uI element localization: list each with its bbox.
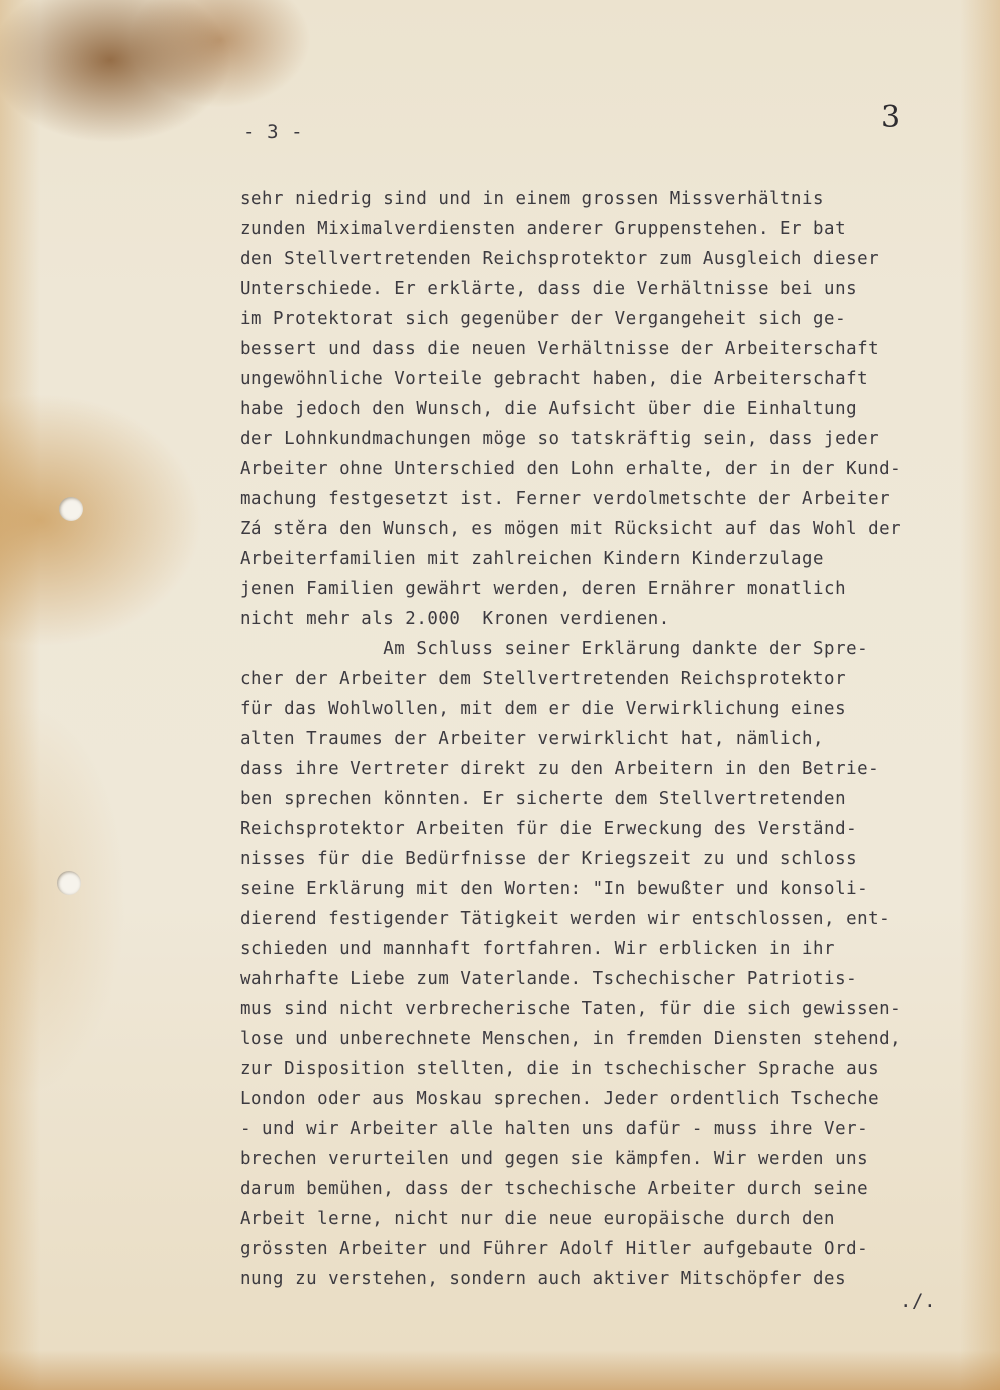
text-line: ben sprechen könnten. Er sicherte dem Stellvertretenden (240, 789, 847, 809)
text-line: alten Traumes der Arbeiter verwirklicht hat, nämlich, (240, 729, 825, 749)
text-line: brechen verurteilen und gegen sie kämpfen. Wir werden uns (240, 1149, 869, 1169)
text-line: lose und unberechnete Menschen, in fremden Diensten stehend, (240, 1029, 902, 1049)
text-line: machung festgesetzt ist. Ferner verdolmetschte der Arbeiter (240, 489, 891, 509)
text-line: mus sind nicht verbrecherische Taten, für die sich gewissen- (240, 999, 902, 1019)
text-line: darum bemühen, dass der tschechische Arbeiter durch seine (240, 1179, 869, 1199)
text-line: Unterschiede. Er erklärte, dass die Verhältnisse bei uns (240, 279, 858, 299)
text-line: der Lohnkundmachungen möge so tatskräftig sein, dass jeder (240, 429, 880, 449)
text-line: für das Wohlwollen, mit dem er die Verwirklichung eines (240, 699, 847, 719)
text-line: ungewöhnliche Vorteile gebracht haben, die Arbeiterschaft (240, 369, 869, 389)
text-line: - und wir Arbeiter alle halten uns dafür - muss ihre Ver- (240, 1119, 869, 1139)
text-line: habe jedoch den Wunsch, die Aufsicht über die Einhaltung (240, 399, 858, 419)
text-line: Arbeit lerne, nicht nur die neue europäische durch den (240, 1209, 836, 1229)
body-text (240, 184, 960, 1294)
text-line: nicht mehr als 2.000 Kronen verdienen. (240, 609, 670, 629)
text-line: Zá stěra den Wunsch, es mögen mit Rücksicht auf das Wohl der (240, 519, 902, 539)
continuation-mark: ./. (900, 1290, 937, 1312)
text-line: zunden Miximalverdiensten anderer Gruppenstehen. Er bat (240, 219, 847, 239)
text-line: nisses für die Bedürfnisse der Kriegszeit zu und schloss (240, 849, 858, 869)
text-line: bessert und dass die neuen Verhältnisse der Arbeiterschaft (240, 339, 880, 359)
punch-hole (57, 871, 81, 895)
text-line: grössten Arbeiter und Führer Adolf Hitler aufgebaute Ord- (240, 1239, 869, 1259)
scorch-mark (0, 1350, 1000, 1390)
page-reference: - 3 - (243, 121, 304, 143)
text-line: Arbeiter ohne Unterschied den Lohn erhalte, der in der Kund- (240, 459, 902, 479)
text-line: cher der Arbeiter dem Stellvertretenden Reichsprotektor (240, 669, 847, 689)
text-line: sehr niedrig sind und in einem grossen Missverhältnis (240, 189, 825, 209)
text-line: den Stellvertretenden Reichsprotektor zum Ausgleich dieser (240, 249, 880, 269)
text-line: nung zu verstehen, sondern auch aktiver Mitschöpfer des (240, 1269, 847, 1289)
text-line: Reichsprotektor Arbeiten für die Erweckung des Verständ- (240, 819, 858, 839)
page-number: 3 (881, 100, 901, 135)
text-line: seine Erklärung mit den Worten: "In bewußter und konsoli- (240, 879, 869, 899)
text-line: im Protektorat sich gegenüber der Vergangeheit sich ge- (240, 309, 847, 329)
text-line: jenen Familien gewährt werden, deren Ernährer monatlich (240, 579, 847, 599)
text-line: Arbeiterfamilien mit zahlreichen Kindern Kinderzulage (240, 549, 825, 569)
text-line: London oder aus Moskau sprechen. Jeder ordentlich Tscheche (240, 1089, 880, 1109)
text-line: Am Schluss seiner Erklärung dankte der Spre- (240, 639, 869, 659)
text-line: schieden und mannhaft fortfahren. Wir erblicken in ihr (240, 939, 836, 959)
text-line: dass ihre Vertreter direkt zu den Arbeitern in den Betrie- (240, 759, 880, 779)
text-line: wahrhafte Liebe zum Vaterlande. Tschechischer Patriotis- (240, 969, 858, 989)
text-line: dierend festigender Tätigkeit werden wir entschlossen, ent- (240, 909, 891, 929)
text-line: zur Disposition stellten, die in tschechischer Sprache aus (240, 1059, 880, 1079)
punch-hole (59, 497, 83, 521)
